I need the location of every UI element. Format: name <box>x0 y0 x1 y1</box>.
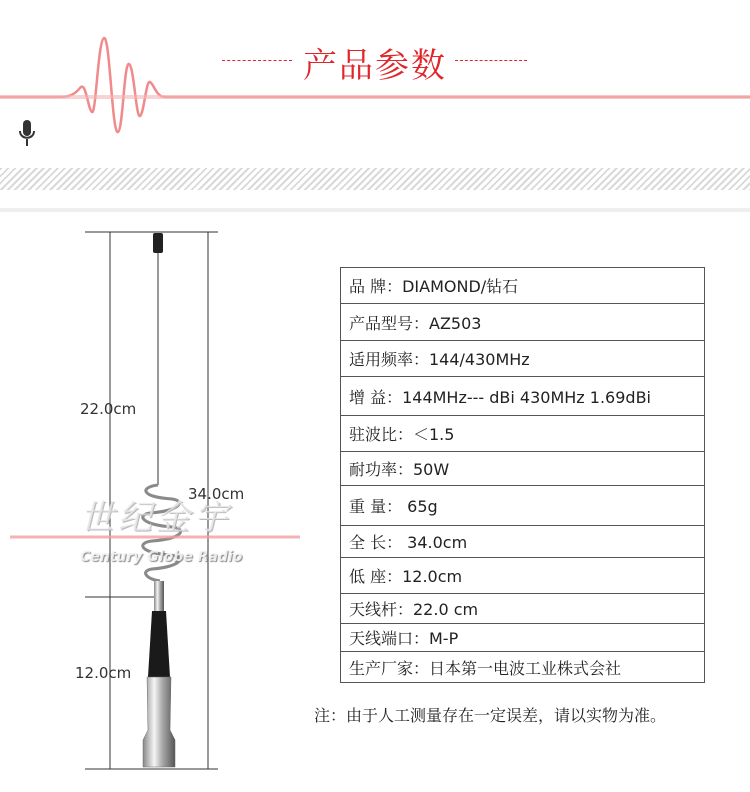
dimension-lower: 12.0cm <box>75 664 132 682</box>
spec-row: 低 座：12.0cm <box>341 558 705 594</box>
spec-table <box>340 267 705 683</box>
spec-row: 天线端口：M-P <box>341 624 705 652</box>
page-title: 产品参数 <box>303 46 447 86</box>
spec-row: 增 益：144MHz--- dBi 430MHz 1.69dBi <box>341 377 705 416</box>
section-divider <box>0 208 750 212</box>
spec-row: 驻波比：＜1.5 <box>341 416 705 452</box>
dimension-upper: 22.0cm <box>80 400 137 418</box>
watermark-en: Century Globe Radio <box>80 549 243 565</box>
header-banner <box>0 0 750 210</box>
spec-row: 耐功率：50W <box>341 452 705 486</box>
dimension-total: 34.0cm <box>188 485 245 503</box>
spec-row: 品 牌：DIAMOND/钻石 <box>341 268 705 304</box>
microphone-icon <box>16 118 38 150</box>
hatch-band <box>0 168 750 190</box>
watermark-cn: 世纪金宇 <box>80 498 232 538</box>
spec-row: 全 长： 34.0cm <box>341 526 705 558</box>
spec-row: 天线杆：22.0 cm <box>341 594 705 624</box>
spec-row: 产品型号：AZ503 <box>341 304 705 341</box>
spec-row: 生产厂家：日本第一电波工业株式会社 <box>341 652 705 683</box>
spec-row: 重 量： 65g <box>341 486 705 526</box>
disclaimer-note: 注：由于人工测量存在一定误差，请以实物为准。 <box>314 706 667 725</box>
spec-row: 适用频率：144/430MHz <box>341 341 705 377</box>
